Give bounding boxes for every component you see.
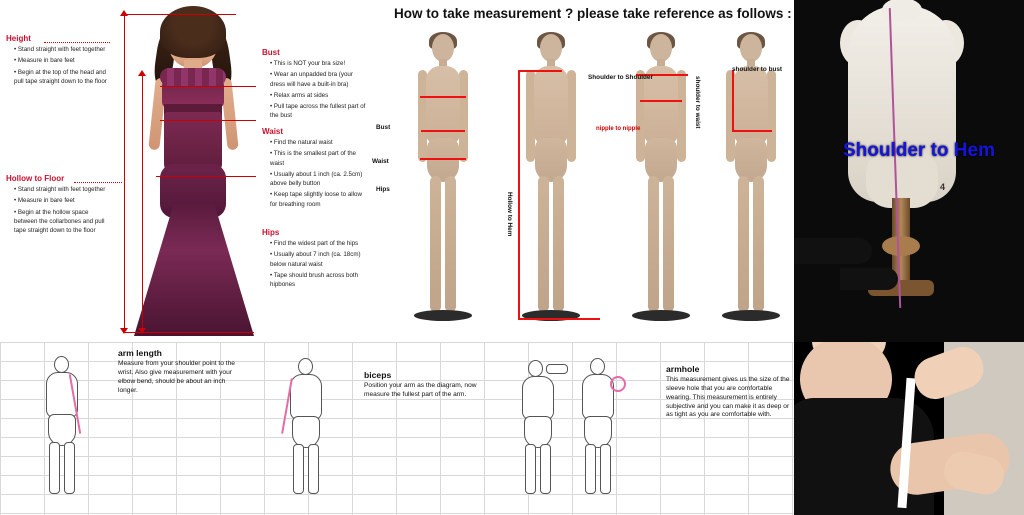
note-bust-bullet-1: • Wear an unpadded bra (your dress will have a built-in bra) — [270, 70, 366, 89]
bust-line — [160, 86, 256, 87]
dress-illustration — [130, 4, 260, 334]
note-waist-bullet-0: • Find the natural waist — [270, 138, 366, 147]
note-waist — [262, 127, 366, 211]
note-hips-title: Hips — [262, 228, 280, 237]
height-arrow-line — [124, 14, 125, 332]
note-hips-bullet-2: • Tape should brush across both hipbones — [270, 271, 366, 290]
note-hips-bullet-0: • Find the widest part of the hips — [270, 239, 366, 248]
sketch-arm-length — [22, 356, 102, 496]
note-waist-bullet-3: • Keep tape slightly loose to allow for breathing room — [270, 190, 366, 209]
note-hollow-bullet-2: • Begin at the hollow space between the collarbones and pull tape straight down to the floor — [14, 208, 112, 236]
note-bust — [262, 48, 366, 123]
note-height-title: Height — [6, 34, 31, 43]
mannequin-hollow-to-hem — [510, 34, 592, 334]
note-hollow-title: Hollow to Floor — [6, 174, 65, 183]
height-top-tick — [124, 14, 236, 15]
bottom-sketch-strip — [0, 342, 794, 515]
dress-measurement-panel — [0, 0, 370, 342]
waist-line — [160, 120, 256, 121]
form-size-number: 4 — [940, 182, 946, 192]
label-bust: Bust — [376, 124, 391, 131]
note-height-bullet-2: • Begin at the top of the head and pull tape straight down to the floor — [14, 68, 112, 87]
hips-line — [156, 176, 256, 177]
label-shoulder-to-shoulder: Shoulder to Shoulder — [588, 74, 653, 81]
height-arrow-top — [120, 10, 128, 16]
hollow-to-hem-bottom — [518, 318, 600, 320]
label-shoulder-to-waist: shoulder to waist — [694, 76, 701, 129]
note-biceps-text: Position your arm as the diagram, now measure the fullest part of the arm. — [364, 381, 477, 398]
sketch-armhole — [560, 356, 640, 496]
label-shoulder-to-bust: shoulder to bust — [732, 66, 783, 73]
label-waist: Waist — [372, 158, 389, 165]
note-height-bullet-0: • Stand straight with feet together — [14, 45, 112, 54]
note-biceps-title: biceps — [364, 370, 392, 380]
note-hollow-bullet-1: • Measure in bare feet — [14, 196, 112, 205]
note-bust-title: Bust — [262, 48, 280, 57]
label-hips: Hips — [376, 186, 390, 193]
hollow-arrow-top — [138, 70, 146, 76]
hand-right — [840, 268, 898, 290]
hollow-arrow-bottom — [138, 328, 146, 334]
hollow-to-floor-line — [142, 74, 143, 332]
note-hollow-to-floor — [6, 174, 112, 237]
note-height — [6, 34, 112, 88]
hand-left — [794, 238, 872, 264]
note-armhole-text: This measurement gives us the size of the sleeve hole that you are comfortable wearing. This measurement is entirely subjective and you can make it as deep or as tight as you are comfortable with. — [666, 375, 790, 419]
note-hips-bullet-1: • Usually about 7 inch (ca. 18cm) below natural waist — [270, 250, 366, 269]
dress-form-photo-panel — [794, 0, 1024, 342]
note-arm-length — [118, 348, 236, 395]
mannequin-shoulder-to-bust-waist — [710, 34, 792, 334]
note-bust-bullet-3: • Pull tape across the fullest part of the bust — [270, 102, 366, 121]
note-arm-length-text: Measure from your shoulder point to the wrist. Also give measurement with your elbow bend, should be about an inch longer. — [118, 359, 235, 394]
label-hollow-to-hem: Hollow to Hem — [506, 192, 513, 237]
sketch-arm-length-2 — [266, 356, 346, 496]
note-armhole — [666, 364, 790, 420]
height-arrow-bottom — [120, 328, 128, 334]
note-hips — [262, 228, 366, 291]
hollow-to-hem-top — [518, 70, 562, 72]
mannequin-measurement-panel — [370, 0, 794, 342]
shoulder-to-hem-caption: Shoulder to Hem — [842, 140, 995, 161]
note-arm-length-title: arm length — [118, 348, 162, 358]
panel2-title: How to take measurement ? please take reference as follows : — [394, 6, 792, 21]
label-nipple-to-nipple: nipple to nipple — [596, 126, 641, 132]
note-hollow-bullet-0: • Stand straight with feet together — [14, 185, 112, 194]
dress-form-knob — [882, 236, 920, 256]
note-biceps — [364, 370, 482, 400]
note-waist-title: Waist — [262, 127, 284, 136]
note-waist-bullet-1: • This is the smallest part of the waist — [270, 149, 366, 168]
note-height-bullet-1: • Measure in bare feet — [14, 56, 112, 65]
note-bust-bullet-0: • This is NOT your bra size! — [270, 59, 366, 68]
note-bust-bullet-2: • Relax arms at sides — [270, 91, 366, 100]
note-armhole-title: armhole — [666, 364, 700, 374]
mannequin-bust-waist-hips — [402, 34, 484, 334]
armhole-photo-panel — [794, 342, 1024, 515]
note-waist-bullet-2: • Usually about 1 inch (ca. 2.5cm) above belly button — [270, 170, 366, 189]
hollow-to-hem-line — [518, 70, 520, 320]
